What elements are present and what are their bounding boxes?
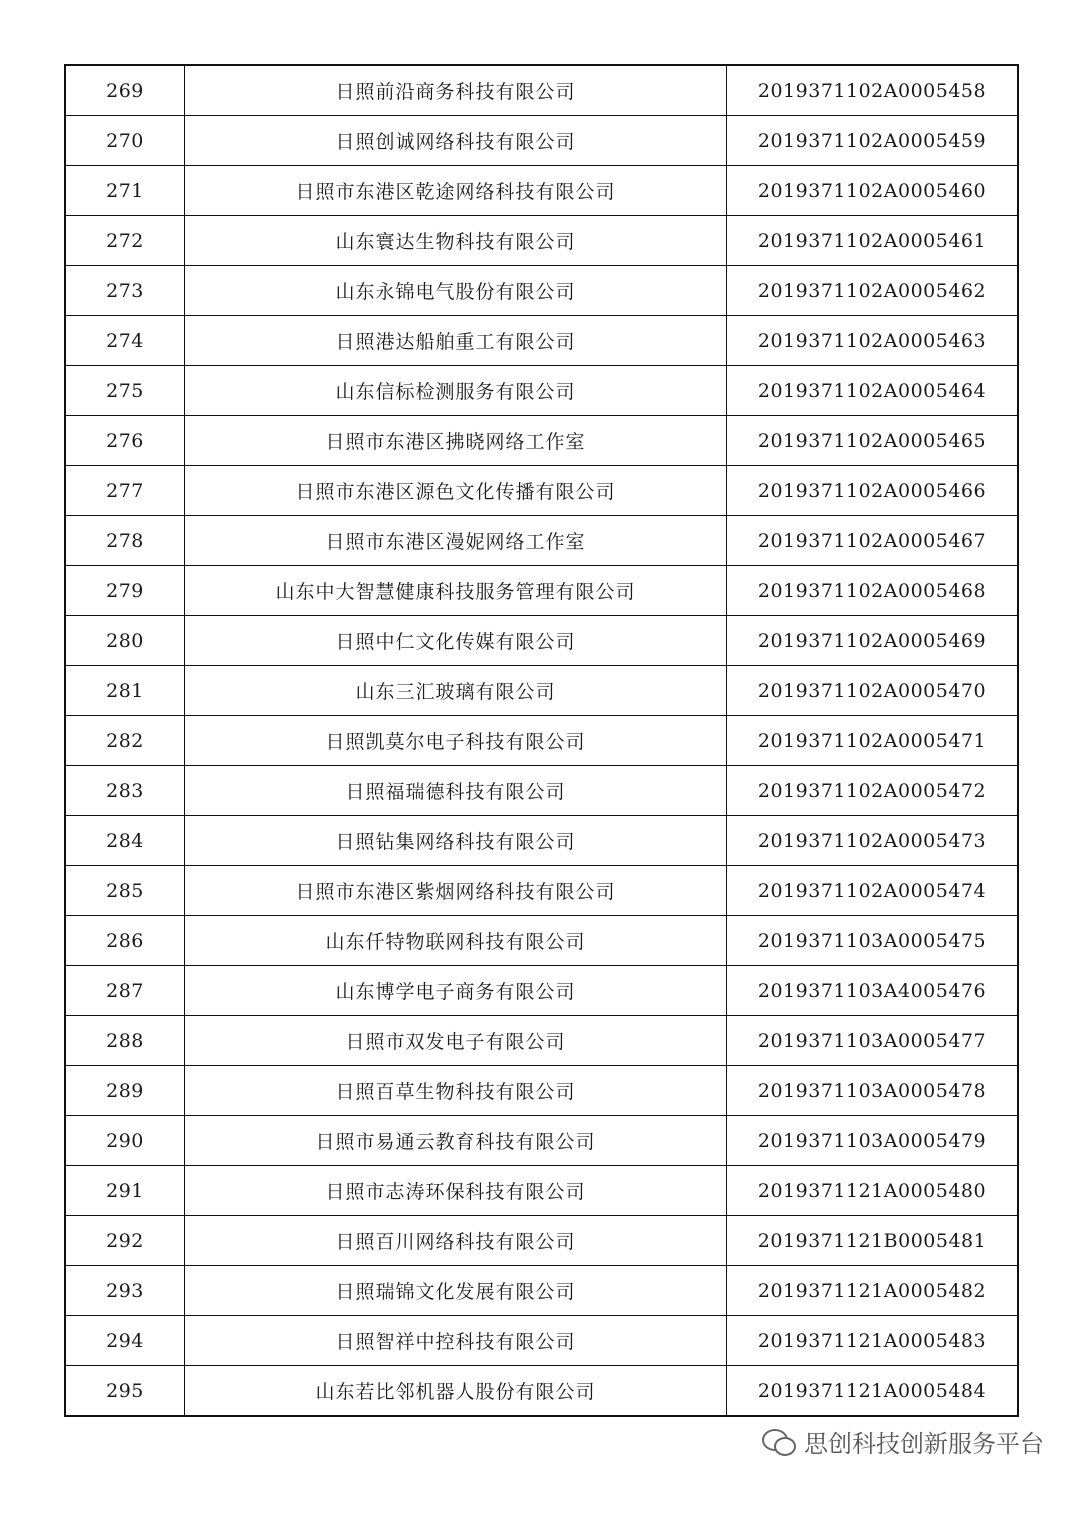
table-row	[65, 466, 1018, 516]
row-number: 272	[65, 216, 185, 266]
company-name: 日照瑞锦文化发展有限公司	[185, 1266, 727, 1316]
company-name: 日照市东港区漫妮网络工作室	[185, 516, 727, 566]
registration-code: 2019371121B0005481	[727, 1216, 1019, 1266]
registration-code: 2019371102A0005471	[727, 716, 1019, 766]
company-name: 日照港达船舶重工有限公司	[185, 316, 727, 366]
registration-code: 2019371102A0005460	[727, 166, 1019, 216]
row-number: 292	[65, 1216, 185, 1266]
company-name: 日照中仁文化传媒有限公司	[185, 616, 727, 666]
company-name: 日照凯莫尔电子科技有限公司	[185, 716, 727, 766]
table-row	[65, 1166, 1018, 1216]
table-row	[65, 766, 1018, 816]
row-number: 280	[65, 616, 185, 666]
registration-code: 2019371103A0005479	[727, 1116, 1019, 1166]
company-name: 日照百草生物科技有限公司	[185, 1066, 727, 1116]
row-number: 271	[65, 166, 185, 216]
company-name: 山东三汇玻璃有限公司	[185, 666, 727, 716]
table-row	[65, 866, 1018, 916]
registration-code: 2019371102A0005469	[727, 616, 1019, 666]
row-number: 270	[65, 116, 185, 166]
company-name: 日照市易通云教育科技有限公司	[185, 1116, 727, 1166]
registration-code: 2019371103A4005476	[727, 966, 1019, 1016]
row-number: 276	[65, 416, 185, 466]
company-name: 日照市志涛环保科技有限公司	[185, 1166, 727, 1216]
registration-code: 2019371102A0005464	[727, 366, 1019, 416]
company-name: 山东中大智慧健康科技服务管理有限公司	[185, 566, 727, 616]
row-number: 275	[65, 366, 185, 416]
table-row	[65, 1016, 1018, 1066]
wechat-watermark	[762, 1424, 1044, 1459]
row-number: 293	[65, 1266, 185, 1316]
company-name: 日照钻集网络科技有限公司	[185, 816, 727, 866]
table-body	[65, 65, 1018, 1416]
table-row	[65, 566, 1018, 616]
company-list-table	[64, 64, 1019, 1417]
table-row	[65, 616, 1018, 666]
company-name: 日照市双发电子有限公司	[185, 1016, 727, 1066]
table-row	[65, 316, 1018, 366]
table-row	[65, 1266, 1018, 1316]
table-row	[65, 166, 1018, 216]
registration-code: 2019371102A0005461	[727, 216, 1019, 266]
table-row	[65, 666, 1018, 716]
row-number: 269	[65, 65, 185, 116]
table-row	[65, 216, 1018, 266]
company-name: 日照百川网络科技有限公司	[185, 1216, 727, 1266]
row-number: 289	[65, 1066, 185, 1116]
company-name: 日照创诚网络科技有限公司	[185, 116, 727, 166]
registration-code: 2019371103A0005477	[727, 1016, 1019, 1066]
row-number: 279	[65, 566, 185, 616]
registration-code: 2019371102A0005473	[727, 816, 1019, 866]
registration-code: 2019371121A0005480	[727, 1166, 1019, 1216]
row-number: 285	[65, 866, 185, 916]
row-number: 295	[65, 1366, 185, 1417]
table-row	[65, 1116, 1018, 1166]
row-number: 273	[65, 266, 185, 316]
watermark-text: 思创科技创新服务平台	[804, 1430, 1044, 1458]
company-name: 日照市东港区源色文化传播有限公司	[185, 466, 727, 516]
company-name: 日照福瑞德科技有限公司	[185, 766, 727, 816]
company-name: 山东博学电子商务有限公司	[185, 966, 727, 1016]
table-row	[65, 366, 1018, 416]
table-row	[65, 1316, 1018, 1366]
company-name: 山东信标检测服务有限公司	[185, 366, 727, 416]
registration-code: 2019371102A0005466	[727, 466, 1019, 516]
company-name: 山东寰达生物科技有限公司	[185, 216, 727, 266]
registration-code: 2019371102A0005465	[727, 416, 1019, 466]
row-number: 290	[65, 1116, 185, 1166]
row-number: 288	[65, 1016, 185, 1066]
table-row	[65, 816, 1018, 866]
registration-code: 2019371103A0005475	[727, 916, 1019, 966]
table-row	[65, 65, 1018, 116]
table-row	[65, 916, 1018, 966]
company-name: 山东若比邻机器人股份有限公司	[185, 1366, 727, 1417]
company-name: 山东仟特物联网科技有限公司	[185, 916, 727, 966]
row-number: 294	[65, 1316, 185, 1366]
table-row	[65, 416, 1018, 466]
row-number: 277	[65, 466, 185, 516]
row-number: 291	[65, 1166, 185, 1216]
registration-code: 2019371102A0005468	[727, 566, 1019, 616]
company-name: 日照市东港区紫烟网络科技有限公司	[185, 866, 727, 916]
registration-code: 2019371102A0005458	[727, 65, 1019, 116]
registration-code: 2019371102A0005467	[727, 516, 1019, 566]
row-number: 281	[65, 666, 185, 716]
row-number: 284	[65, 816, 185, 866]
table-row	[65, 1366, 1018, 1417]
company-name: 山东永锦电气股份有限公司	[185, 266, 727, 316]
registration-code: 2019371121A0005484	[727, 1366, 1019, 1417]
registration-code: 2019371103A0005478	[727, 1066, 1019, 1116]
registration-code: 2019371102A0005462	[727, 266, 1019, 316]
table-row	[65, 266, 1018, 316]
registration-code: 2019371102A0005459	[727, 116, 1019, 166]
table-row	[65, 1216, 1018, 1266]
table-row	[65, 516, 1018, 566]
table-row	[65, 1066, 1018, 1116]
registration-code: 2019371102A0005472	[727, 766, 1019, 816]
row-number: 286	[65, 916, 185, 966]
row-number: 287	[65, 966, 185, 1016]
table-row	[65, 116, 1018, 166]
table-row	[65, 716, 1018, 766]
table-row	[65, 966, 1018, 1016]
row-number: 282	[65, 716, 185, 766]
company-name: 日照市东港区拂晓网络工作室	[185, 416, 727, 466]
company-name: 日照智祥中控科技有限公司	[185, 1316, 727, 1366]
registration-code: 2019371121A0005483	[727, 1316, 1019, 1366]
registration-code: 2019371102A0005470	[727, 666, 1019, 716]
wechat-icon	[762, 1427, 796, 1457]
row-number: 283	[65, 766, 185, 816]
registration-code: 2019371102A0005474	[727, 866, 1019, 916]
row-number: 274	[65, 316, 185, 366]
row-number: 278	[65, 516, 185, 566]
company-name: 日照前沿商务科技有限公司	[185, 65, 727, 116]
registration-code: 2019371102A0005463	[727, 316, 1019, 366]
registration-code: 2019371121A0005482	[727, 1266, 1019, 1316]
company-name: 日照市东港区乾途网络科技有限公司	[185, 166, 727, 216]
